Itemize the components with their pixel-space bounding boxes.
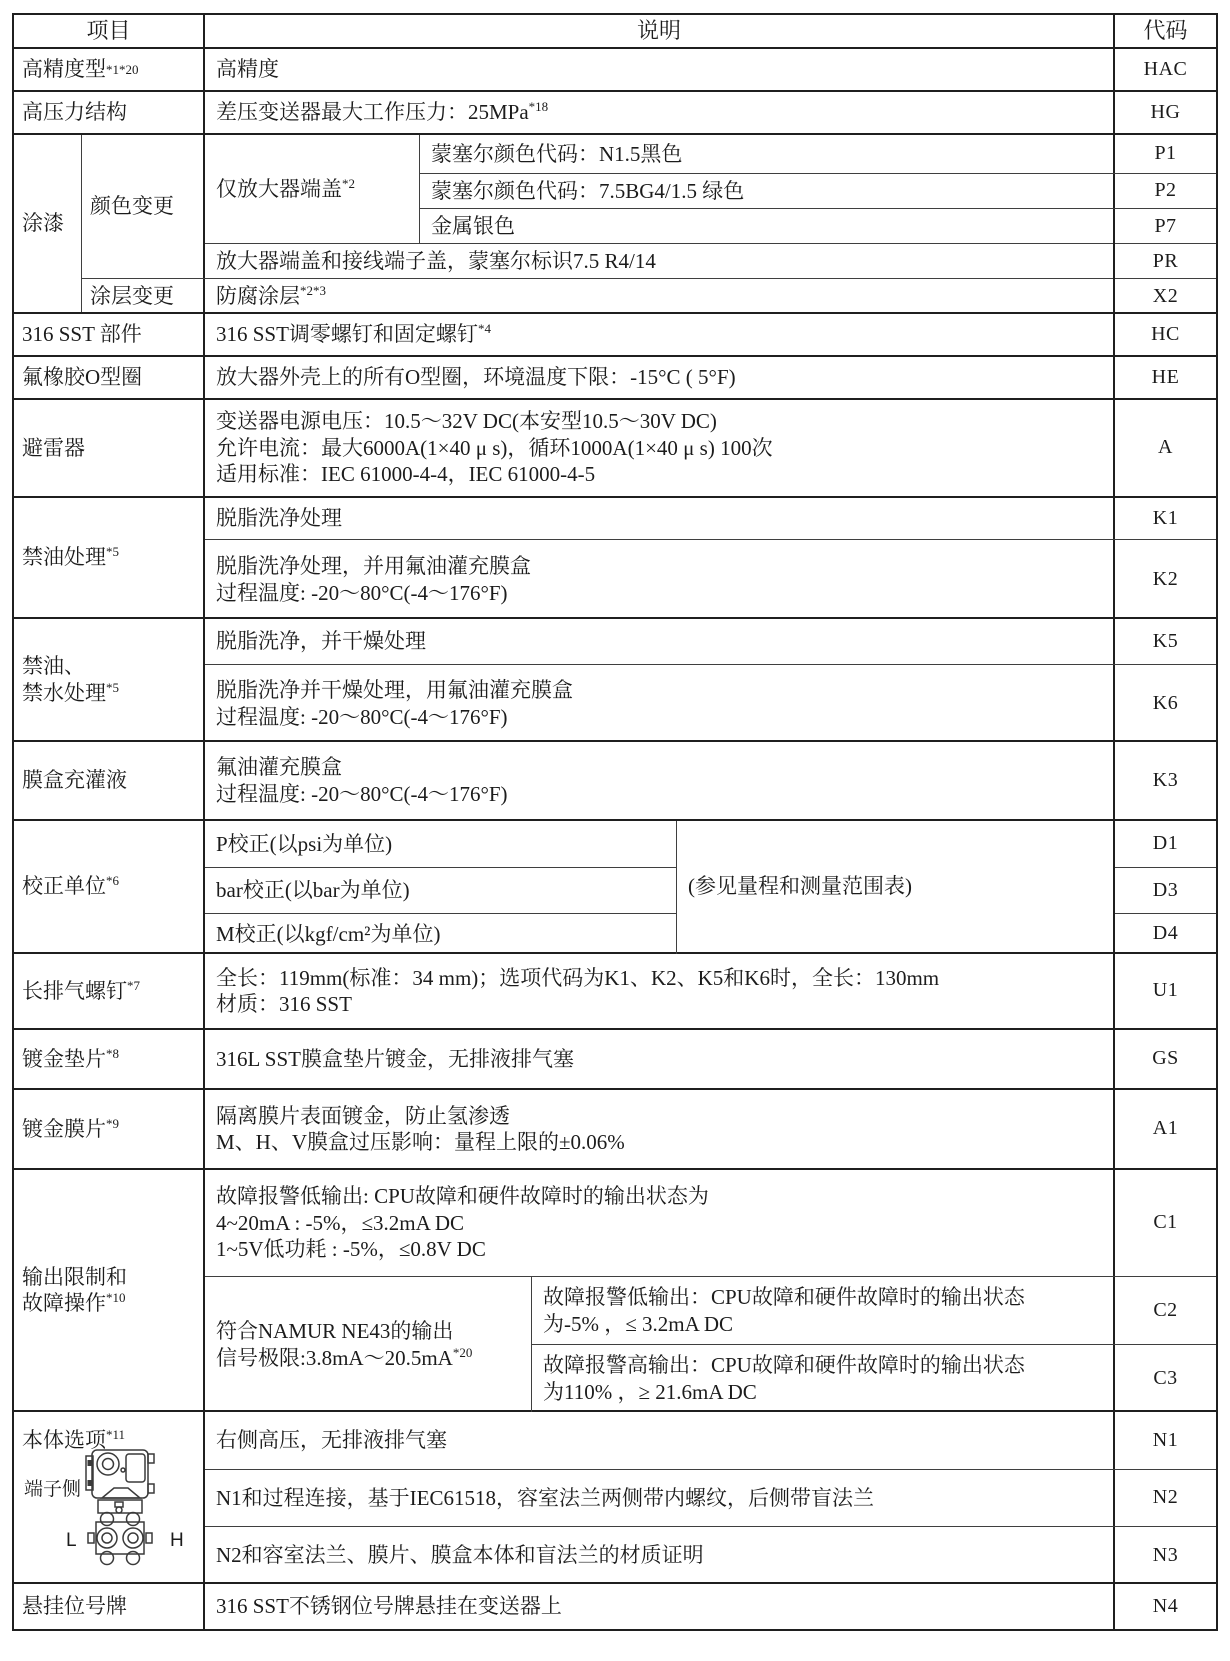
code-text: C2 [1153, 1298, 1178, 1321]
code-text: P1 [1154, 142, 1177, 165]
code-cell [1115, 1584, 1216, 1629]
row-p2 [420, 174, 1216, 209]
desc-cell [205, 400, 1115, 496]
code-cell [1115, 868, 1216, 914]
code-text: HAC [1143, 57, 1188, 80]
high-pressure-label: H [170, 1530, 184, 1551]
code-cell [1115, 1170, 1216, 1276]
row-c1 [205, 1170, 1216, 1277]
row-k6 [205, 665, 1216, 742]
desc-text: N1和过程连接，基于IEC61518，容室法兰两侧带内螺纹，后侧带盲法兰 [216, 1485, 874, 1510]
item-cell: 高精度型 *1*20 [14, 49, 205, 90]
row-n1 [205, 1412, 1216, 1470]
row-vent-screw [14, 954, 1216, 1030]
code-cell [1115, 914, 1216, 954]
desc-text: 脱脂洗净，并干燥处理 [216, 629, 426, 654]
desc-text: 放大器外壳上的所有O型圈，环境温度下限：-15°C ( 5°F) [216, 365, 736, 390]
desc-cell [205, 1170, 1115, 1276]
desc-cell [205, 1412, 1115, 1469]
footnote-sup: *5 [106, 679, 119, 695]
footnote-sup: *6 [106, 873, 119, 889]
desc-cell [420, 174, 1115, 208]
row-high-pressure [14, 92, 1216, 135]
code-text: K2 [1152, 567, 1179, 590]
code-text: D1 [1152, 832, 1179, 855]
desc-text: 故障报警低输出：CPU故障和硬件故障时的输出状态 为-5% ，≤ 3.2mA DC [543, 1285, 1025, 1336]
item-label: 输出限制和 故障操作 [22, 1264, 127, 1315]
code-text: A1 [1152, 1117, 1179, 1140]
footnote-sup: *9 [106, 1115, 119, 1131]
subitem-label: 涂层变更 [90, 284, 174, 309]
code-text: D3 [1152, 878, 1179, 901]
desc-text: 仅放大器端盖 [216, 176, 342, 201]
code-text: D4 [1152, 922, 1179, 945]
item-label: 禁油、 禁水处理 [22, 654, 106, 705]
code-text: HE [1151, 365, 1180, 388]
desc-cell [205, 665, 1115, 742]
code-cell [1115, 1412, 1216, 1469]
row-high-accuracy [14, 49, 1216, 92]
desc-text: 脱脂洗净处理，并用氟油灌充膜盒 过程温度: -20～80°C(-4～176°F) [216, 554, 531, 605]
desc-cell [532, 1345, 1115, 1412]
code-cell [1115, 619, 1216, 664]
code-text: K6 [1152, 691, 1179, 714]
desc-cell [205, 1030, 1115, 1088]
row-oring [14, 357, 1216, 400]
item-cell [14, 92, 205, 133]
row-p1 [420, 135, 1216, 174]
row-c3 [532, 1345, 1216, 1412]
item-cell [14, 357, 205, 398]
footnote-sup: *2 [342, 175, 355, 191]
footnote-sup: *20 [452, 1344, 473, 1360]
footnote-sup: *2*3 [300, 283, 326, 299]
code-cell [1115, 279, 1216, 314]
item-cell [14, 742, 205, 819]
low-pressure-label: L [66, 1530, 77, 1551]
code-text: P2 [1154, 179, 1177, 202]
code-cell [1115, 1030, 1216, 1088]
footnote-sup: *5 [106, 544, 119, 560]
item-label: 涂漆 [22, 211, 64, 236]
transmitter-drawing [82, 1446, 166, 1578]
header-desc [205, 15, 1115, 47]
row-x2 [82, 279, 1216, 314]
code-text: K1 [1152, 506, 1179, 529]
code-text: HG [1150, 100, 1181, 123]
row-pr [205, 244, 1216, 279]
item-cell [14, 1584, 205, 1629]
amp-cover-cell [205, 135, 420, 243]
section-oil-free [14, 498, 1216, 619]
desc-cell [205, 49, 1115, 90]
row-c2 [532, 1277, 1216, 1345]
section-paint [14, 135, 1216, 314]
code-text: C1 [1153, 1211, 1178, 1234]
item-cell [14, 1090, 205, 1168]
calibration-note-cell [677, 821, 1115, 952]
code-cell [1115, 1470, 1216, 1526]
code-text: N3 [1152, 1543, 1179, 1566]
section-body-options [14, 1412, 1216, 1584]
desc-cell [205, 92, 1115, 133]
code-cell [1115, 1527, 1216, 1584]
desc-cell [420, 135, 1115, 173]
footnote-sup: *11 [106, 1427, 126, 1442]
paint-color-change-block [82, 135, 1216, 279]
item-label: 氟橡胶O型圈 [22, 365, 143, 390]
desc-text: N2和容室法兰、膜片、膜盒本体和盲法兰的材质证明 [216, 1543, 704, 1568]
code-cell [1115, 400, 1216, 496]
row-k2 [205, 540, 1216, 619]
item-label: 禁油处理 [22, 545, 106, 570]
code-text: GS [1152, 1047, 1179, 1070]
row-p7 [420, 209, 1216, 244]
option-spec-table [12, 13, 1218, 1631]
desc-text: 全长：119mm(标准：34 mm)；选项代码为K1、K2、K5和K6时，全长：130mm 材质：316 SST [216, 965, 940, 1016]
footnote-sup: *7 [127, 977, 140, 993]
desc-cell [205, 244, 1115, 279]
item-label: 膜盒充灌液 [22, 768, 127, 793]
code-cell [1115, 954, 1216, 1028]
row-sst-parts [14, 314, 1216, 357]
header-item-label: 项目 [86, 18, 131, 44]
desc-cell [205, 1470, 1115, 1526]
desc-cell [205, 498, 1115, 539]
item-label: 本体选项$^{*11}$ [22, 1427, 126, 1452]
desc-cell [205, 1584, 1115, 1629]
code-text: N1 [1152, 1428, 1179, 1451]
item-label: 避雷器 [22, 435, 85, 460]
desc-text: M校正(以kgf/cm²为单位) [216, 921, 441, 946]
code-cell [1115, 209, 1216, 244]
subitem-label: 颜色变更 [90, 194, 174, 219]
desc-text: 蒙塞尔颜色代码：7.5BG4/1.5 绿色 [431, 178, 745, 203]
desc-text: 变送器电源电压：10.5～32V DC(本安型10.5～30V DC) 允许电流：最大6000A(1×40 μ s)，循环1000A(1×40 μ s) 100次 适用标准：IEC 61000-4-4，IEC 61000-4-5 [216, 409, 773, 487]
desc-text: 金属银色 [431, 214, 515, 239]
row-d3-desc [205, 868, 677, 914]
section-output-limits [14, 1170, 1216, 1412]
desc-cell [205, 742, 1115, 819]
subitem-coating-change [82, 279, 205, 314]
header-item [14, 15, 205, 47]
item-cell [14, 954, 205, 1028]
row-d1-desc [205, 821, 677, 868]
row-tag-plate [14, 1584, 1216, 1629]
item-label: 高压力结构 [22, 100, 127, 125]
desc-text: 防腐涂层 [216, 284, 300, 309]
code-cell [1115, 498, 1216, 539]
item-cell [14, 498, 205, 617]
item-cell-paint [14, 135, 82, 312]
desc-cell [420, 209, 1115, 244]
code-text: HC [1151, 322, 1180, 345]
row-gold-gasket [14, 1030, 1216, 1090]
desc-cell [205, 314, 1115, 355]
paint-amp-cover-block [205, 135, 1216, 244]
header-code [1115, 15, 1216, 47]
row-fill-fluid [14, 742, 1216, 821]
item-cell [14, 314, 205, 355]
desc-text: 右侧高压，无排液排气塞 [216, 1428, 447, 1453]
header-code-label: 代码 [1143, 18, 1188, 44]
code-text: N4 [1152, 1594, 1179, 1617]
item-cell [14, 619, 205, 740]
item-label: 校正单位 [22, 874, 106, 899]
desc-text: P校正(以psi为单位) [216, 831, 393, 856]
code-text: A [1158, 436, 1173, 459]
desc-cell [205, 279, 1115, 314]
row-gold-diaphragm [14, 1090, 1216, 1170]
code-cell [1115, 135, 1216, 173]
desc-cell [532, 1277, 1115, 1344]
item-label: 悬挂位号牌 [22, 1594, 127, 1619]
namur-block [205, 1277, 1216, 1412]
code-text: C3 [1153, 1366, 1178, 1389]
item-cell [14, 1170, 205, 1410]
desc-text: 脱脂洗净并干燥处理，用氟油灌充膜盒 过程温度: -20～80°C(-4～176°F) [216, 678, 573, 729]
desc-cell [205, 619, 1115, 664]
item-label: 镀金垫片 [22, 1046, 106, 1071]
code-cell [1115, 92, 1216, 133]
desc-text: 故障报警低输出: CPU故障和硬件故障时的输出状态为 4~20mA : -5%，≤3.2mA DC 1~5V低功耗 : -5%，≤0.8V DC [216, 1184, 709, 1262]
code-cell [1115, 540, 1216, 619]
item-label: 长排气螺钉 [22, 978, 127, 1003]
code-cell [1115, 49, 1216, 90]
desc-text: bar校正(以bar为单位) [216, 878, 410, 903]
desc-cell [205, 357, 1115, 398]
code-text: K5 [1152, 629, 1179, 652]
item-label: 高精度型 [22, 57, 106, 82]
row-k1 [205, 498, 1216, 540]
desc-text: 符合NAMUR NE43的输出 信号极限:3.8mA～20.5mA [216, 1319, 454, 1370]
row-n2 [205, 1470, 1216, 1527]
footnote-sup: *18 [528, 99, 549, 115]
item-cell-body-options [14, 1412, 205, 1582]
footnote-sup: *4 [477, 321, 491, 337]
code-cell [1115, 1090, 1216, 1168]
terminal-side-label: 端子侧 [24, 1479, 82, 1500]
code-text: K3 [1152, 768, 1179, 791]
code-cell [1115, 742, 1216, 819]
desc-cell [205, 540, 1115, 619]
desc-text: 氟油灌充膜盒 过程温度: -20～80°C(-4～176°F) [216, 755, 508, 806]
row-n3 [205, 1527, 1216, 1584]
item-cell [14, 400, 205, 496]
footnote-sup: *8 [106, 1045, 119, 1061]
desc-cell [205, 1527, 1115, 1584]
desc-text: 故障报警高输出：CPU故障和硬件故障时的输出状态 为110% ，≥ 21.6mA DC [543, 1353, 1025, 1404]
code-cell [1115, 1277, 1216, 1344]
desc-text: 放大器端盖和接线端子盖，蒙塞尔标识7.5 R4/14 [216, 249, 656, 274]
section-oil-water-free [14, 619, 1216, 742]
desc-text: 316L SST膜盒垫片镀金，无排液排气塞 [216, 1046, 574, 1071]
desc-text: 差压变送器最大工作压力：25MPa [216, 100, 529, 125]
item-label: 镀金膜片 [22, 1116, 106, 1141]
desc-text: (参见量程和测量范围表) [688, 874, 912, 899]
row-arrester [14, 400, 1216, 498]
footnote-sup: *10 [106, 1290, 126, 1305]
desc-cell [205, 1090, 1115, 1168]
subitem-color-change [82, 135, 205, 278]
code-cell [1115, 357, 1216, 398]
code-cell [1115, 821, 1216, 868]
code-text: X2 [1152, 284, 1179, 307]
desc-text: 316 SST不锈钢位号牌悬挂在变送器上 [216, 1594, 562, 1619]
item-label: 316 SST 部件 [22, 322, 142, 347]
item-cell [14, 821, 205, 952]
desc-text: 高精度 [216, 57, 279, 82]
desc-cell [205, 954, 1115, 1028]
code-cell [1115, 1345, 1216, 1412]
desc-text: 316 SST调零螺钉和固定螺钉 [216, 322, 478, 347]
desc-text: 脱脂洗净处理 [216, 506, 342, 531]
desc-text: 蒙塞尔颜色代码：N1.5黑色 [431, 141, 683, 166]
desc-text: 隔离膜片表面镀金，防止氢渗透 M、H、V膜盒过压影响：量程上限的±0.06% [216, 1103, 625, 1154]
item-cell [14, 1030, 205, 1088]
code-cell [1115, 174, 1216, 208]
header-desc-label: 说明 [636, 18, 681, 44]
code-text: N2 [1152, 1486, 1179, 1509]
section-calibration [14, 821, 1216, 954]
code-cell [1115, 665, 1216, 742]
code-cell [1115, 244, 1216, 279]
code-cell [1115, 314, 1216, 355]
code-text: U1 [1152, 979, 1179, 1002]
code-text: P7 [1154, 214, 1177, 237]
namur-cell [205, 1277, 532, 1412]
row-d4-desc [205, 914, 677, 954]
code-text: PR [1152, 249, 1179, 272]
row-k5 [205, 619, 1216, 665]
table-header-row [14, 15, 1216, 49]
